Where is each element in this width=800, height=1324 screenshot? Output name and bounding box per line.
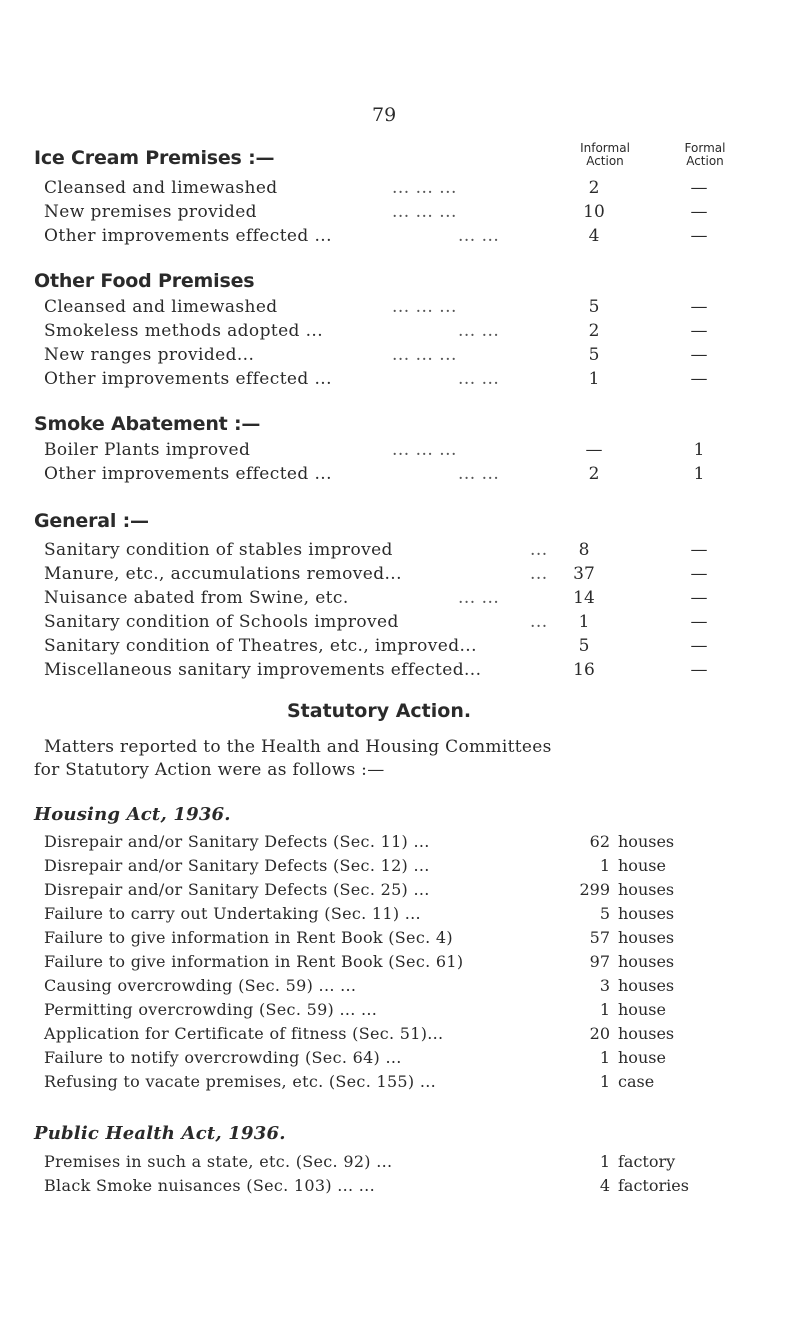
item-unit: house	[618, 1048, 666, 1067]
list-item	[44, 856, 764, 880]
list-item	[44, 904, 764, 928]
table-row	[44, 660, 764, 684]
row-leader-dots: ... ...	[458, 588, 500, 608]
formal-action-value: —	[690, 588, 708, 608]
item-count: 20	[589, 1024, 610, 1043]
section-title-general: General :—	[34, 510, 149, 532]
list-item	[44, 1024, 764, 1048]
list-item	[44, 976, 764, 1000]
table-row	[44, 464, 764, 488]
table-row	[44, 345, 764, 369]
row-leader-dots: ...	[530, 564, 548, 584]
list-item	[44, 880, 764, 904]
formal-action-value: —	[690, 369, 708, 389]
row-label: Sanitary condition of Theatres, etc., improved...	[44, 636, 477, 656]
informal-action-value: 4	[588, 226, 600, 246]
informal-action-value: 2	[588, 178, 600, 198]
formal-action-value: —	[690, 297, 708, 317]
section-title-other-food: Other Food Premises	[34, 270, 255, 292]
formal-action-value: —	[690, 321, 708, 341]
item-unit: factories	[618, 1176, 689, 1195]
row-label: Sanitary condition of Schools improved	[44, 612, 399, 632]
item-label: Causing overcrowding (Sec. 59) ... ...	[44, 976, 357, 995]
row-leader-dots: ... ...	[458, 321, 500, 341]
item-unit: factory	[618, 1152, 676, 1171]
informal-action-value: 16	[573, 660, 595, 680]
public-health-act-title: Public Health Act, 1936.	[34, 1123, 286, 1144]
row-leader-dots: ... ...	[458, 369, 500, 389]
row-label: Cleansed and limewashed	[44, 178, 278, 198]
table-row	[44, 321, 764, 345]
informal-action-value: 8	[578, 540, 590, 560]
list-item	[44, 1152, 764, 1176]
formal-action-value: —	[690, 345, 708, 365]
formal-action-value: —	[690, 636, 708, 656]
informal-action-value: 5	[588, 345, 600, 365]
list-item	[44, 952, 764, 976]
item-count: 1	[599, 1048, 610, 1067]
item-label: Disrepair and/or Sanitary Defects (Sec. 12) ...	[44, 856, 430, 875]
row-label: Boiler Plants improved	[44, 440, 251, 460]
item-label: Failure to give information in Rent Book (Sec. 61)	[44, 952, 464, 971]
list-item	[44, 1048, 764, 1072]
row-leader-dots: ... ... ...	[392, 440, 457, 460]
column-header-informal: Informal Action	[580, 141, 630, 168]
informal-action-value: 5	[588, 297, 600, 317]
formal-action-value: 1	[693, 464, 705, 484]
item-count: 57	[589, 928, 610, 947]
informal-action-value: 37	[573, 564, 595, 584]
informal-action-value: 10	[583, 202, 605, 222]
table-row	[44, 369, 764, 393]
item-unit: houses	[618, 832, 675, 851]
row-leader-dots: ... ...	[458, 464, 500, 484]
row-leader-dots: ... ... ...	[392, 297, 457, 317]
page-number: 79	[372, 104, 397, 126]
table-row	[44, 178, 764, 202]
row-label: Nuisance abated from Swine, etc.	[44, 588, 349, 608]
item-unit: houses	[618, 1024, 675, 1043]
item-unit: case	[618, 1072, 655, 1091]
row-leader-dots: ...	[530, 540, 548, 560]
item-label: Disrepair and/or Sanitary Defects (Sec. 11) ...	[44, 832, 430, 851]
formal-action-value: —	[690, 564, 708, 584]
list-item	[44, 1000, 764, 1024]
item-unit: houses	[618, 880, 675, 899]
informal-action-value: 14	[573, 588, 595, 608]
formal-action-value: —	[690, 540, 708, 560]
row-label: Other improvements effected ...	[44, 226, 332, 246]
list-item	[44, 1072, 764, 1096]
item-count: 299	[579, 880, 610, 899]
list-item	[44, 832, 764, 856]
formal-action-value: —	[690, 612, 708, 632]
list-item	[44, 1176, 764, 1200]
informal-action-value: 1	[588, 369, 600, 389]
item-label: Disrepair and/or Sanitary Defects (Sec. 25) ...	[44, 880, 430, 899]
row-label: Miscellaneous sanitary improvements effected...	[44, 660, 482, 680]
housing-act-title: Housing Act, 1936.	[34, 804, 231, 825]
item-count: 1	[599, 1152, 610, 1171]
row-label: Sanitary condition of stables improved	[44, 540, 393, 560]
row-label: Other improvements effected ...	[44, 464, 332, 484]
row-leader-dots: ...	[530, 612, 548, 632]
row-leader-dots: ... ...	[458, 226, 500, 246]
item-label: Premises in such a state, etc. (Sec. 92) ...	[44, 1152, 393, 1171]
informal-action-value: —	[585, 440, 603, 460]
formal-action-value: 1	[693, 440, 705, 460]
informal-action-value: 1	[578, 612, 590, 632]
section-title-ice-cream: Ice Cream Premises :—	[34, 147, 275, 169]
row-leader-dots: ... ... ...	[392, 345, 457, 365]
item-count: 4	[599, 1176, 610, 1195]
item-label: Failure to carry out Undertaking (Sec. 11) ...	[44, 904, 421, 923]
list-item	[44, 928, 764, 952]
table-row	[44, 440, 764, 464]
informal-action-value: 2	[588, 464, 600, 484]
item-label: Permitting overcrowding (Sec. 59) ... ...	[44, 1000, 378, 1019]
row-leader-dots: ... ... ...	[392, 202, 457, 222]
row-label: Manure, etc., accumulations removed...	[44, 564, 402, 584]
item-count: 1	[599, 1000, 610, 1019]
row-label: Smokeless methods adopted ...	[44, 321, 324, 341]
table-row	[44, 540, 764, 564]
row-label: Other improvements effected ...	[44, 369, 332, 389]
table-row	[44, 588, 764, 612]
statutory-intro-line-2: for Statutory Action were as follows :—	[34, 760, 385, 780]
formal-action-value: —	[690, 226, 708, 246]
item-label: Black Smoke nuisances (Sec. 103) ... ...	[44, 1176, 375, 1195]
item-unit: house	[618, 856, 666, 875]
item-unit: houses	[618, 976, 675, 995]
item-unit: houses	[618, 928, 675, 947]
row-label: Cleansed and limewashed	[44, 297, 278, 317]
item-label: Application for Certificate of fitness (Sec. 51)...	[44, 1024, 444, 1043]
row-label: New premises provided	[44, 202, 257, 222]
item-count: 97	[589, 952, 610, 971]
item-label: Failure to notify overcrowding (Sec. 64) ...	[44, 1048, 402, 1067]
item-label: Refusing to vacate premises, etc. (Sec. 155) ...	[44, 1072, 436, 1091]
section-title-smoke-abatement: Smoke Abatement :—	[34, 413, 261, 435]
informal-action-value: 5	[578, 636, 590, 656]
item-count: 62	[589, 832, 610, 851]
row-label: New ranges provided...	[44, 345, 255, 365]
item-unit: house	[618, 1000, 666, 1019]
column-header-formal: Formal Action	[684, 141, 726, 168]
item-count: 1	[599, 1072, 610, 1091]
formal-action-value: —	[690, 202, 708, 222]
table-row	[44, 564, 764, 588]
table-row	[44, 202, 764, 226]
statutory-intro-line-1: Matters reported to the Health and Housing Committees	[44, 737, 552, 757]
statutory-action-title: Statutory Action.	[287, 700, 472, 722]
item-count: 5	[599, 904, 610, 923]
item-count: 1	[599, 856, 610, 875]
formal-action-value: —	[690, 660, 708, 680]
formal-action-value: —	[690, 178, 708, 198]
table-row	[44, 297, 764, 321]
table-row	[44, 226, 764, 250]
informal-action-value: 2	[588, 321, 600, 341]
table-row	[44, 612, 764, 636]
item-unit: houses	[618, 952, 675, 971]
row-leader-dots: ... ... ...	[392, 178, 457, 198]
item-unit: houses	[618, 904, 675, 923]
table-row	[44, 636, 764, 660]
item-label: Failure to give information in Rent Book (Sec. 4)	[44, 928, 453, 947]
item-count: 3	[599, 976, 610, 995]
